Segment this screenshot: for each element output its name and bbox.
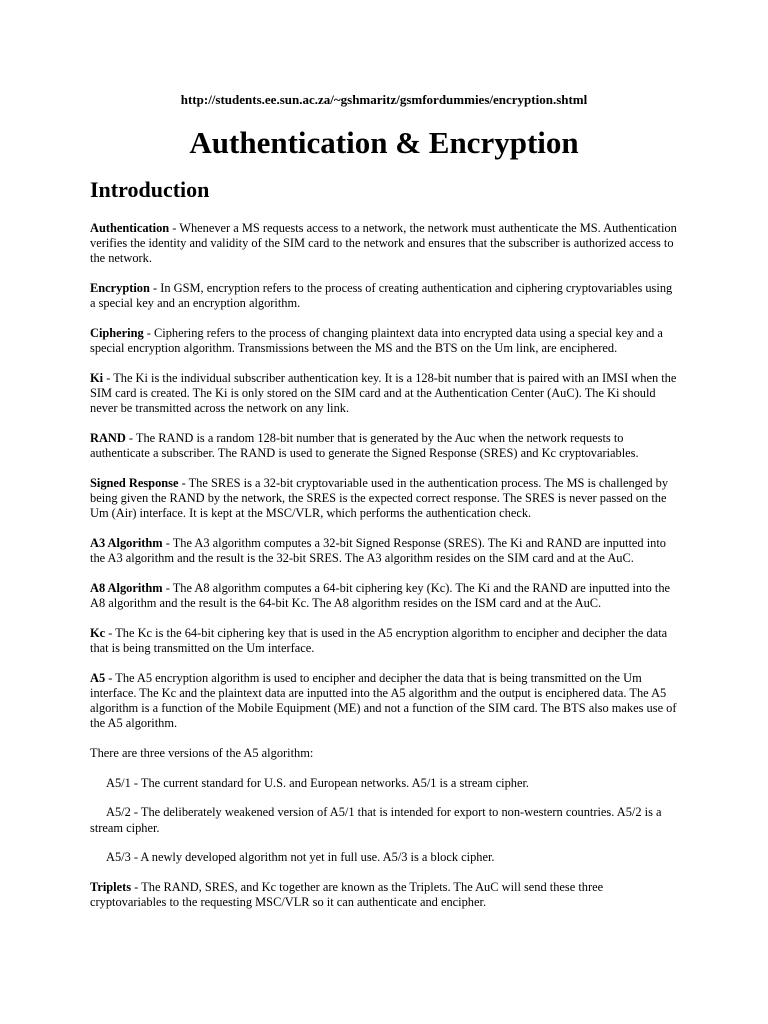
- term-label: A3 Algorithm: [90, 536, 163, 551]
- source-url: http://students.ee.sun.ac.za/~gshmaritz/gsmfordummies/encryption.shtml: [180, 92, 588, 107]
- document-body: [90, 221, 680, 925]
- term-label: Kc: [90, 625, 106, 640]
- term-label: Ciphering: [90, 326, 144, 341]
- definition-encryption: [90, 281, 680, 311]
- section-heading-introduction: Introduction: [90, 177, 210, 202]
- definition-text: - The A5 encryption algorithm is used to encipher and decipher the data that is being transmitted on the Um interface. The Kc and the plaintext data are inputted into the A5 algorithm and the output is enciphered data. The A5 algorithm is a function of the Mobile Equipment (ME) and not a function of the SIM card. The BTS also makes use of the A5 algorithm.: [90, 670, 677, 731]
- definition-text: - Ciphering refers to the process of changing plaintext data into encrypted data using a special key and a special encryption algorithm. Transmissions between the MS and the BTS on the Um link, are enciphered.: [90, 326, 663, 356]
- definition-text: - The Ki is the individual subscriber authentication key. It is a 128-bit number that is paired with an IMSI when the SIM card is created. The Ki is only stored on the SIM card and at the Authentication Center (AuC). The Ki should never be transmitted across the network on any link.: [90, 370, 677, 416]
- a5-versions-intro: There are three versions of the A5 algorithm:: [90, 746, 314, 761]
- definition-text: - In GSM, encryption refers to the process of creating authentication and ciphering cryptovariables using a special key and an encryption algorithm.: [90, 281, 673, 311]
- term-label: Signed Response: [90, 475, 179, 490]
- definition-text: - The RAND is a random 128-bit number that is generated by the Auc when the network requests to authenticate a subscriber. The RAND is used to generate the Signed Response (SRES) and Kc cryptovariables.: [90, 431, 639, 461]
- definition-a8-algorithm: [90, 581, 680, 611]
- definition-kc: [90, 626, 680, 656]
- a5-version-item: A5/3 - A newly developed algorithm not yet in full use. A5/3 is a block cipher.: [106, 850, 495, 865]
- term-label: A8 Algorithm: [90, 580, 163, 595]
- definition-authentication: [90, 221, 680, 267]
- definition-signed-response: [90, 476, 680, 522]
- term-label: RAND: [90, 431, 126, 446]
- page-title: Authentication & Encryption: [189, 125, 579, 160]
- term-label: Triplets: [90, 880, 132, 895]
- a5-version-item: A5/1 - The current standard for U.S. and European networks. A5/1 is a stream cipher.: [106, 775, 530, 790]
- definition-text: - Whenever a MS requests access to a network, the network must authenticate the MS. Authentication verifies the identity and validity of the SIM card to the network and ensures that the subscriber is authorized access to the network.: [90, 221, 677, 266]
- definition-text: - The A8 algorithm computes a 64-bit ciphering key (Kc). The Ki and the RAND are inputted into the A8 algorithm and the result is the 64-bit Kc. The A8 algorithm resides on the ISM card and at the AuC.: [90, 580, 671, 611]
- definition-triplets: [90, 880, 680, 910]
- definition-ki: [90, 371, 680, 417]
- definition-text: - The RAND, SRES, and Kc together are known as the Triplets. The AuC will send these three cryptovariables to the requesting MSC/VLR so it can authenticate and encipher.: [90, 880, 604, 910]
- definition-a5: [90, 671, 680, 732]
- term-label: Encryption: [90, 281, 150, 296]
- term-label: Authentication: [90, 221, 170, 235]
- definition-text: - The SRES is a 32-bit cryptovariable used in the authentication process. The MS is challenged by being given the RAND by the network, the SRES is the expected correct response. The SRES is never passed on the Um (Air) interface. It is kept at the MSC/VLR, which performs the authentication check.: [90, 475, 669, 521]
- definition-rand: [90, 431, 680, 461]
- term-label: A5: [90, 670, 106, 685]
- definition-text: - The A3 algorithm computes a 32-bit Signed Response (SRES). The Ki and RAND are inputted into the A3 algorithm and the result is the 32-bit SRES. The A3 algorithm resides on the SIM card and at the AuC.: [90, 536, 666, 566]
- definition-a3-algorithm: [90, 536, 680, 566]
- a5-version-item: A5/2 - The deliberately weakened version of A5/1 that is intended for export to non-western countries. A5/2 is a stream cipher.: [90, 805, 662, 835]
- definition-text: - The Kc is the 64-bit ciphering key that is used in the A5 encryption algorithm to encipher and decipher the data that is being transmitted on the Um interface.: [90, 625, 668, 656]
- term-label: Ki: [90, 370, 104, 385]
- definition-ciphering: [90, 326, 680, 356]
